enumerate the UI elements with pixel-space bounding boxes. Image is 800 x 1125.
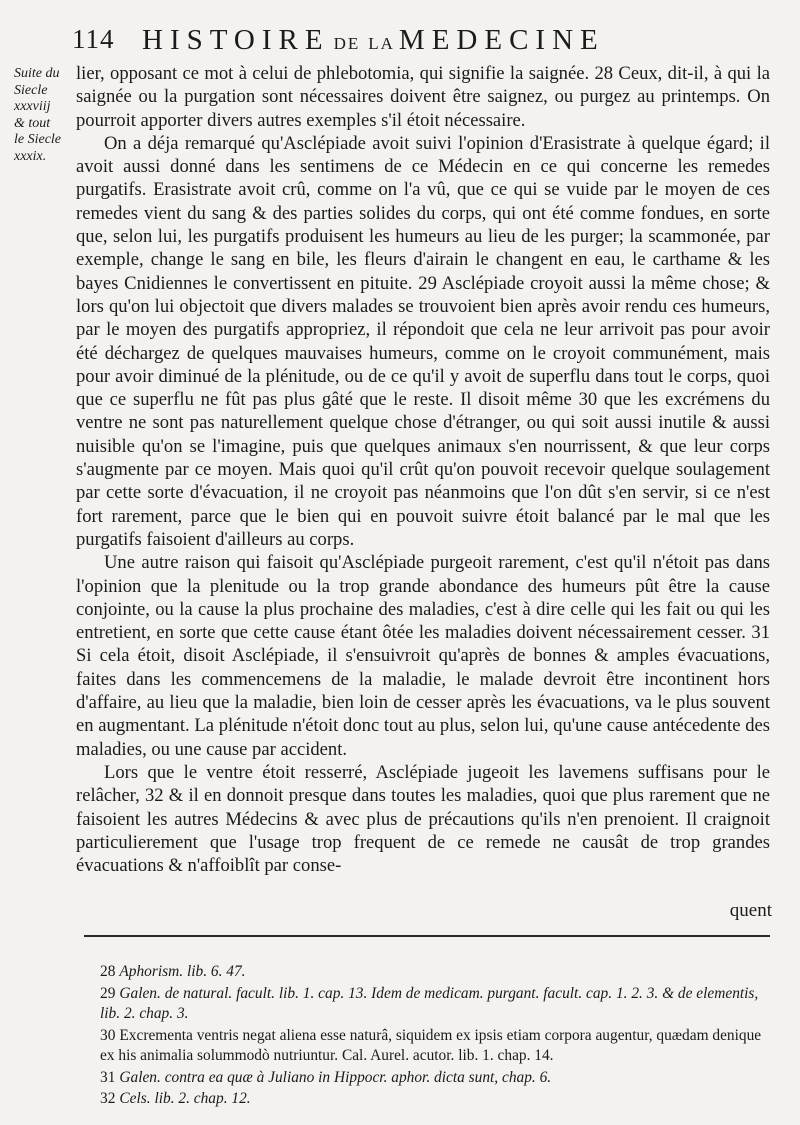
footnote-text: Aphorism. lib. 6. 47. — [119, 963, 246, 980]
main-text — [76, 62, 770, 877]
title-word-la: LA — [368, 34, 395, 53]
paragraph: lier, opposant ce mot à celui de phlebotomia, qui signifie la saignée. 28 Ceux, dit-il, à qui la saignée ou la purgation sont nécessaires doivent être saignez, ou purgez au printemps. On pourroit apporter divers autres exemples s'il étoit nécessaire. — [76, 63, 770, 131]
footnote-number: 29 — [100, 984, 116, 1002]
footnote — [100, 1026, 772, 1067]
footnote — [100, 962, 772, 983]
footnote-number: 31 — [100, 1068, 116, 1086]
footnote-text: Galen. de natural. facult. lib. 1. cap. 13. Idem de medicam. purgant. facult. cap. 1. 2. 3. & de elementis, lib. 2. chap. 3. — [100, 984, 759, 1022]
marginal-note — [14, 66, 72, 165]
footnote-text: Excrementa ventris negat aliena esse naturâ, siquidem ex ipsis etiam corpora augentur, quædam denique ex his animalia solummodò nutriuntur. Cal. Aurel. acutor. lib. 1. chap. 14. — [100, 1026, 762, 1064]
paragraph: Lors que le ventre étoit resserré, Asclépiade jugeoit les lavemens suffisans pour le relâcher, 32 & il en donnoit presque dans toutes les maladies, quoi que plus rarement que ne faisoient les autres Médecins & avec plus de précautions qu'ils n'en prenoient. Il craignoit particulierement que l'usage trop frequent de ce remede ne causât de trop grandes évacuations & n'affoiblît par conse- — [76, 761, 770, 877]
footnote-number: 32 — [100, 1090, 116, 1107]
margin-line: le Siecle — [14, 132, 62, 147]
footnote-divider — [84, 935, 770, 937]
running-header — [72, 24, 772, 60]
title-word-medecine: MEDECINE — [398, 24, 605, 56]
title-word-histoire: HISTOIRE — [142, 24, 330, 56]
margin-line: xxxviij — [14, 99, 51, 114]
title-word-de: DE — [333, 34, 361, 53]
catchword: quent — [729, 900, 772, 921]
paragraph: On a déja remarqué qu'Asclépiade avoit suivi l'opinion d'Erasistrate à quelque égard; il avoit aussi donné dans les sentimens de ce Médecin en ce qui concerne les remedes purgatifs. Erasistrate avoit crû, comme on l'a vû, que ce qui se vuide par le moyen de ces remedes vient du sang & des parties solides du corps, qui ont été comme fondues, en sorte que, selon lui, les purgatifs produisent les humeurs au lieu de les purger; la scammonée, par exemple, change le sang en bile, les fleurs d'airain le changent en eau, le carthame & les bayes Cnidiennes le convertissent en pituite. 29 Asclépiade croyoit aussi la même chose; & lors qu'on lui objectoit que divers malades se trouvoient bien après avoir rendu ces humeurs, par le moyen des purgatifs appropriez, il répondoit que cela ne leur arrivoit pas pour avoir été déchargez de quelques mauvaises humeurs, comme on le croyoit communément, mais pour avoir diminué de la plénitude, ou de ce qu'il y avoit de superflu dans tout le corps, quoi que ce superflu ne fût pas plus gâté que le reste. Il disoit même 30 que les excrémens du ventre ne sont pas naturellement quelque chose d'étranger, ou qui soit aussi inutile & aussi nuisible qu'on se l'imagine, puis que quelques animaux s'en nourrissent, & que leur corps s'augmente par ce moyen. Mais quoi qu'il crût qu'on pouvoit recevoir quelque soulagement par cette sorte d'évacuation, il ne croyoit pas néanmoins que l'on dût s'en servir, si ce n'est fort rarement, parce que le bien qui en pouvoit suivre étoit balancé par le mal que les purgatifs faisoient d'ailleurs au corps. — [76, 132, 770, 550]
footnote-text: Cels. lib. 2. chap. 12. — [119, 1090, 251, 1107]
paragraph: Une autre raison qui faisoit qu'Asclépiade purgeoit rarement, c'est qu'il n'étoit pas dans l'opinion que la plenitude ou la trop grande abondance des humeurs pût être la cause conjointe, ou la cause la plus prochaine des maladies, c'est à dire celle qui les fait ou qui les entretient, en sorte que cette cause étant ôtée les maladies doivent nécessairement cesser. 31 Si cela étoit, disoit Asclépiade, il s'ensuivroit qu'après de bonnes & amples évacuations, faites dans les commencemens de la maladie, le malade devroit être incontinent hors d'affaire, au lieu que la maladie, bien loin de cesser après les évacuations, va le plus souvent en augmentant. La plénitude n'étoit donc tout au plus, selon lui, qu'une cause antécedente des maladies, ou une cause par accident. — [76, 552, 770, 760]
footnote — [100, 1089, 772, 1110]
page-number: 114 — [72, 24, 115, 54]
margin-line: & tout — [14, 115, 51, 131]
margin-line: Siecle — [14, 82, 48, 98]
running-title — [142, 24, 605, 57]
footnote-number: 30 — [100, 1026, 116, 1044]
footnote-number: 28 — [100, 963, 116, 980]
footnote-text: Galen. contra ea quæ à Juliano in Hippocr. aphor. dicta sunt, chap. 6. — [119, 1068, 552, 1086]
footnote — [100, 1068, 772, 1089]
margin-line: xxxix. — [14, 148, 47, 164]
footnotes — [100, 962, 772, 1111]
margin-line: Suite du — [14, 66, 60, 81]
footnote — [100, 984, 772, 1025]
